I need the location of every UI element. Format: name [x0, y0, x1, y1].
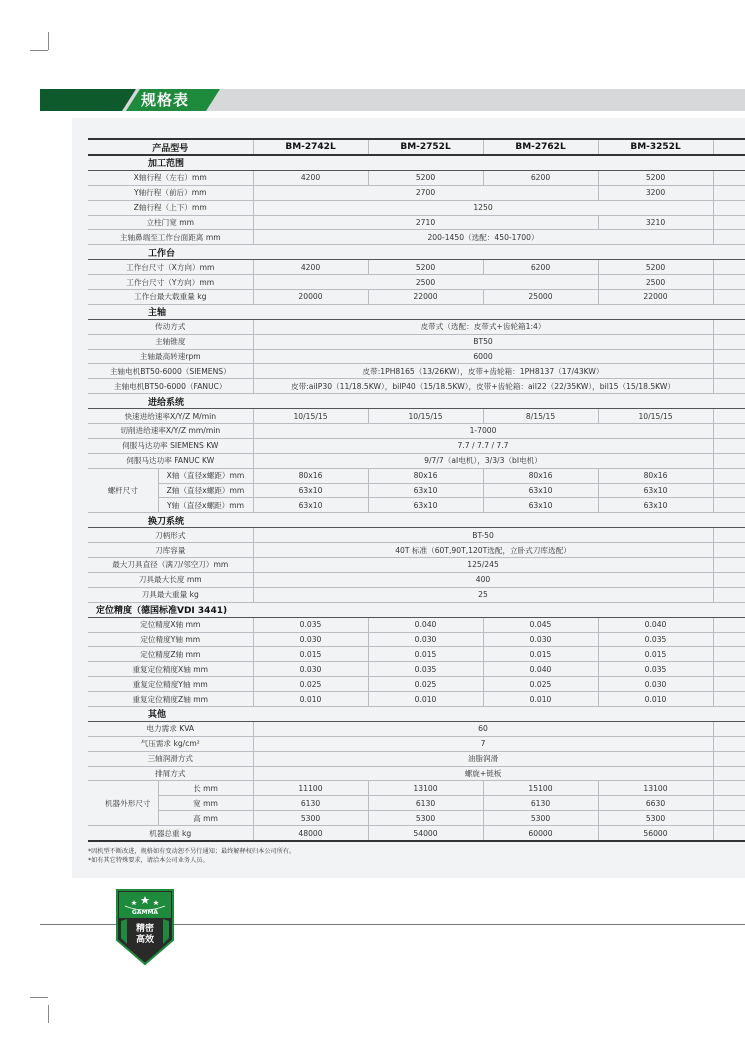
table-cell: 22000	[598, 290, 713, 305]
table-cell	[713, 558, 745, 573]
banner-accent	[40, 89, 220, 111]
table-cell	[713, 170, 745, 185]
table-row	[88, 364, 745, 379]
table-row	[88, 438, 745, 453]
table-cell	[253, 155, 745, 170]
section-row	[88, 304, 745, 319]
row-label: 排屑方式	[88, 766, 253, 781]
table-row	[88, 647, 745, 662]
section-title: 进给系统	[88, 394, 253, 409]
table-cell: 63x10	[368, 498, 483, 513]
table-cell: 0.040	[368, 617, 483, 632]
table-cell	[713, 260, 745, 275]
table-cell: 63x10	[483, 498, 598, 513]
table-cell: 15100	[483, 781, 598, 796]
table-cell: 0.025	[368, 677, 483, 692]
table-row	[88, 483, 745, 498]
table-cell	[713, 647, 745, 662]
table-cell: 0.035	[253, 617, 368, 632]
table-row	[88, 632, 745, 647]
table-row	[88, 349, 745, 364]
column-header-bm-2742l: BM-2742L	[253, 139, 368, 155]
table-cell: 皮带:aiIP30（11/18.5KW），biIP40（15/18.5KW），皮带+齿轮箱：aiI22（22/35KW），bil15（15/18.5KW）	[253, 379, 713, 394]
table-row	[88, 260, 745, 275]
table-header-row	[88, 139, 745, 155]
table-cell	[713, 736, 745, 751]
table-cell: 63x10	[368, 483, 483, 498]
table-cell: 5200	[598, 260, 713, 275]
row-label: 快速进给速率X/Y/Z M/min	[88, 409, 253, 424]
row-label: 长 mm	[158, 781, 253, 796]
section-title: 工作台	[88, 245, 253, 260]
table-row	[88, 811, 745, 826]
group-label: 机器外形尺寸	[88, 781, 158, 826]
table-cell	[713, 662, 745, 677]
table-cell: 13100	[368, 781, 483, 796]
table-cell	[713, 528, 745, 543]
table-cell	[713, 483, 745, 498]
table-cell	[713, 424, 745, 439]
table-cell: 60000	[483, 826, 598, 841]
table-cell: 11100	[253, 781, 368, 796]
row-label: 机器总重 kg	[88, 826, 253, 841]
row-label: X轴行程（左右）mm	[88, 170, 253, 185]
table-cell: 20000	[253, 290, 368, 305]
row-label: 宽 mm	[158, 796, 253, 811]
table-row	[88, 692, 745, 707]
table-cell: 7.7 / 7.7 / 7.7	[253, 438, 713, 453]
table-row	[88, 275, 745, 290]
column-header-bm-2752l: BM-2752L	[368, 139, 483, 155]
table-cell	[713, 409, 745, 424]
section-row	[88, 155, 745, 170]
table-cell: 4200	[253, 260, 368, 275]
badge-line-1: 精密	[135, 924, 155, 934]
table-row	[88, 215, 745, 230]
table-cell: 80x16	[253, 468, 368, 483]
table-cell: 400	[253, 572, 713, 587]
table-cell	[253, 706, 745, 721]
row-label: 主轴最高转速rpm	[88, 349, 253, 364]
row-label: 主轴鼻端至工作台面距离 mm	[88, 230, 253, 245]
table-cell: 125/245	[253, 558, 713, 573]
row-label: 重复定位精度Y轴 mm	[88, 677, 253, 692]
table-cell: 200-1450（选配：450-1700）	[253, 230, 713, 245]
table-cell	[713, 766, 745, 781]
table-row	[88, 751, 745, 766]
table-cell	[253, 602, 745, 617]
row-label: 三轴润滑方式	[88, 751, 253, 766]
table-cell	[713, 543, 745, 558]
table-cell	[713, 587, 745, 602]
table-cell: BT-50	[253, 528, 713, 543]
table-cell: 56000	[598, 826, 713, 841]
table-cell: 0.040	[598, 617, 713, 632]
table-row	[88, 185, 745, 200]
row-label: 刀具最大重量 kg	[88, 587, 253, 602]
table-cell: 0.025	[253, 677, 368, 692]
table-cell	[713, 811, 745, 826]
table-cell: 0.035	[598, 632, 713, 647]
table-cell: 6130	[483, 796, 598, 811]
table-row	[88, 453, 745, 468]
table-cell: 0.030	[368, 632, 483, 647]
footnote: *因机型不断改进，规格如有变动恕不另行通知；最终解释权归本公司所有。	[88, 848, 296, 855]
table-cell: 7	[253, 736, 713, 751]
row-label: 刀库容量	[88, 543, 253, 558]
table-cell: 0.030	[253, 662, 368, 677]
row-label: 气压需求 kg/cm²	[88, 736, 253, 751]
table-cell: 80x16	[483, 468, 598, 483]
column-header-bm-3252l: BM-3252L	[598, 139, 713, 155]
table-cell: 0.015	[368, 647, 483, 662]
table-cell: 13100	[598, 781, 713, 796]
table-cell	[253, 394, 745, 409]
table-cell: 0.045	[483, 617, 598, 632]
group-label: 螺杆尺寸	[88, 468, 158, 513]
table-cell	[713, 796, 745, 811]
table-cell: 皮带式（选配：皮带式+齿轮箱1:4）	[253, 319, 713, 334]
table-cell: 3210	[598, 215, 713, 230]
table-row	[88, 572, 745, 587]
table-cell: 0.015	[483, 647, 598, 662]
table-row	[88, 617, 745, 632]
table-cell: 5200	[598, 170, 713, 185]
table-cell: 63x10	[253, 483, 368, 498]
table-row	[88, 498, 745, 513]
table-cell: 0.035	[598, 662, 713, 677]
row-label: X轴（直径x螺距）mm	[158, 468, 253, 483]
row-label: 重复定位精度X轴 mm	[88, 662, 253, 677]
table-cell	[713, 334, 745, 349]
row-label: 主轴电机BT50-6000（FANUC）	[88, 379, 253, 394]
table-cell	[713, 230, 745, 245]
badge-line-2: 高效	[135, 935, 155, 945]
table-cell: 6130	[253, 796, 368, 811]
table-row	[88, 200, 745, 215]
table-cell: BT50	[253, 334, 713, 349]
table-cell	[713, 781, 745, 796]
table-row	[88, 781, 745, 796]
table-cell: 油脂润滑	[253, 751, 713, 766]
crop-mark	[48, 32, 49, 50]
table-row	[88, 334, 745, 349]
crop-mark	[30, 997, 48, 998]
table-cell: 0.015	[598, 647, 713, 662]
section-row	[88, 602, 745, 617]
table-cell	[253, 304, 745, 319]
section-title: 其他	[88, 706, 253, 721]
table-cell: 1-7000	[253, 424, 713, 439]
table-cell	[713, 200, 745, 215]
footnote: *如有其它特殊要求，请洽本公司业务人员。	[88, 856, 209, 864]
table-cell: 80x16	[598, 468, 713, 483]
row-label: 伺服马达功率 FANUC KW	[88, 453, 253, 468]
table-cell: 6130	[368, 796, 483, 811]
table-cell: 6630	[598, 796, 713, 811]
badge-brand: GAMMA	[131, 909, 159, 916]
table-cell: 63x10	[598, 483, 713, 498]
row-label: 工作台尺寸（Y方向）mm	[88, 275, 253, 290]
table-cell	[713, 468, 745, 483]
table-cell: 10/15/15	[368, 409, 483, 424]
table-cell: 5300	[483, 811, 598, 826]
table-row	[88, 290, 745, 305]
table-cell: 63x10	[598, 498, 713, 513]
row-label: 定位精度Y轴 mm	[88, 632, 253, 647]
table-cell: 6200	[483, 170, 598, 185]
section-row	[88, 706, 745, 721]
table-cell: 48000	[253, 826, 368, 841]
table-cell: 0.030	[598, 677, 713, 692]
table-cell	[713, 826, 745, 841]
table-cell	[713, 185, 745, 200]
row-label: 定位精度Z轴 mm	[88, 647, 253, 662]
table-cell	[713, 364, 745, 379]
table-cell: 63x10	[253, 498, 368, 513]
table-cell	[713, 751, 745, 766]
table-cell: 0.010	[368, 692, 483, 707]
table-cell: 皮带:1PH8165（13/26KW），皮带+齿轮箱：1PH8137（17/43KW）	[253, 364, 713, 379]
row-label: 刀柄形式	[88, 528, 253, 543]
table-row	[88, 424, 745, 439]
row-label: 重复定位精度Z轴 mm	[88, 692, 253, 707]
table-cell	[713, 498, 745, 513]
row-label: 传动方式	[88, 319, 253, 334]
section-title: 换刀系统	[88, 513, 253, 528]
row-label: 刀具最大长度 mm	[88, 572, 253, 587]
table-cell	[713, 677, 745, 692]
table-row	[88, 766, 745, 781]
column-header-model: 产品型号	[88, 139, 253, 155]
table-cell: 25	[253, 587, 713, 602]
row-label: Z轴（直径x螺距）mm	[158, 483, 253, 498]
table-cell: 0.030	[483, 632, 598, 647]
table-cell	[253, 245, 745, 260]
page-title: 规格表	[141, 91, 190, 109]
table-row	[88, 409, 745, 424]
crop-mark	[48, 1005, 49, 1023]
table-cell: 4200	[253, 170, 368, 185]
table-row	[88, 468, 745, 483]
section-row	[88, 513, 745, 528]
table-cell: 0.010	[483, 692, 598, 707]
row-label: 电力需求 KVA	[88, 721, 253, 736]
footnotes	[88, 848, 295, 865]
table-row	[88, 826, 745, 841]
table-cell: 40T 标准（60T,90T,120T选配，立卧式刀库选配）	[253, 543, 713, 558]
table-cell: 10/15/15	[253, 409, 368, 424]
table-row	[88, 796, 745, 811]
table-cell: 22000	[368, 290, 483, 305]
table-cell	[713, 379, 745, 394]
table-cell: 60	[253, 721, 713, 736]
table-cell	[713, 453, 745, 468]
table-cell	[713, 290, 745, 305]
table-row	[88, 587, 745, 602]
row-label: 定位精度X轴 mm	[88, 617, 253, 632]
table-cell: 5200	[368, 170, 483, 185]
row-label: 最大刀具直径（满刀/邻空刀）mm	[88, 558, 253, 573]
table-row	[88, 379, 745, 394]
table-cell: 螺旋+链板	[253, 766, 713, 781]
section-title: 主轴	[88, 304, 253, 319]
table-cell: 0.030	[253, 632, 368, 647]
table-cell: 8/15/15	[483, 409, 598, 424]
table-cell: 6000	[253, 349, 713, 364]
table-row	[88, 662, 745, 677]
table-cell: 9/7/7（aI电机），3/3/3（bI电机）	[253, 453, 713, 468]
table-cell: 0.010	[253, 692, 368, 707]
table-cell: 0.040	[483, 662, 598, 677]
table-cell: 5300	[368, 811, 483, 826]
table-cell	[713, 617, 745, 632]
table-cell: 1250	[253, 200, 713, 215]
table-row	[88, 543, 745, 558]
table-cell: 54000	[368, 826, 483, 841]
table-row	[88, 230, 745, 245]
table-cell	[713, 349, 745, 364]
table-row	[88, 319, 745, 334]
table-cell: 2500	[598, 275, 713, 290]
table-row	[88, 528, 745, 543]
row-label: 切削进给速率X/Y/Z mm/min	[88, 424, 253, 439]
column-header-bm-2762l: BM-2762L	[483, 139, 598, 155]
table-row	[88, 558, 745, 573]
crop-mark	[30, 50, 48, 51]
table-cell: 2500	[253, 275, 598, 290]
row-label: 工作台尺寸（X方向）mm	[88, 260, 253, 275]
table-cell	[713, 438, 745, 453]
table-cell: 63x10	[483, 483, 598, 498]
table-cell	[713, 632, 745, 647]
row-label: 高 mm	[158, 811, 253, 826]
table-cell: 0.035	[368, 662, 483, 677]
table-cell: 6200	[483, 260, 598, 275]
table-cell	[713, 215, 745, 230]
section-row	[88, 394, 745, 409]
table-cell	[713, 319, 745, 334]
row-label: Y轴（直径x螺距）mm	[158, 498, 253, 513]
table-cell	[713, 572, 745, 587]
spec-table	[88, 138, 745, 844]
table-cell: 2710	[253, 215, 598, 230]
table-cell: 80x16	[368, 468, 483, 483]
row-label: 主轴电机BT50-6000（SIEMENS）	[88, 364, 253, 379]
row-label: 主轴锥度	[88, 334, 253, 349]
table-cell: 25000	[483, 290, 598, 305]
table-row	[88, 677, 745, 692]
row-label: 立柱门宽 mm	[88, 215, 253, 230]
table-cell: 10/15/15	[598, 409, 713, 424]
table-cell: 0.015	[253, 647, 368, 662]
row-label: Z轴行程（上下）mm	[88, 200, 253, 215]
table-cell: 5300	[598, 811, 713, 826]
table-cell	[713, 275, 745, 290]
table-cell	[713, 692, 745, 707]
row-label: 伺服马达功率 SIEMENS KW	[88, 438, 253, 453]
table-row	[88, 170, 745, 185]
row-label: Y轴行程（前后）mm	[88, 185, 253, 200]
table-cell: 3200	[598, 185, 713, 200]
table-cell: 5300	[253, 811, 368, 826]
quality-badge	[113, 888, 177, 966]
section-title: 加工范围	[88, 155, 253, 170]
table-cell: 2700	[253, 185, 598, 200]
section-title: 定位精度（德国标准VDI 3441)	[88, 602, 253, 617]
table-cell	[713, 721, 745, 736]
table-row	[88, 721, 745, 736]
table-cell: 0.010	[598, 692, 713, 707]
table-cell: 5200	[368, 260, 483, 275]
section-row	[88, 245, 745, 260]
table-cell	[253, 513, 745, 528]
row-label: 工作台最大载重量 kg	[88, 290, 253, 305]
table-cell	[713, 139, 745, 155]
table-row	[88, 736, 745, 751]
table-cell: 0.025	[483, 677, 598, 692]
